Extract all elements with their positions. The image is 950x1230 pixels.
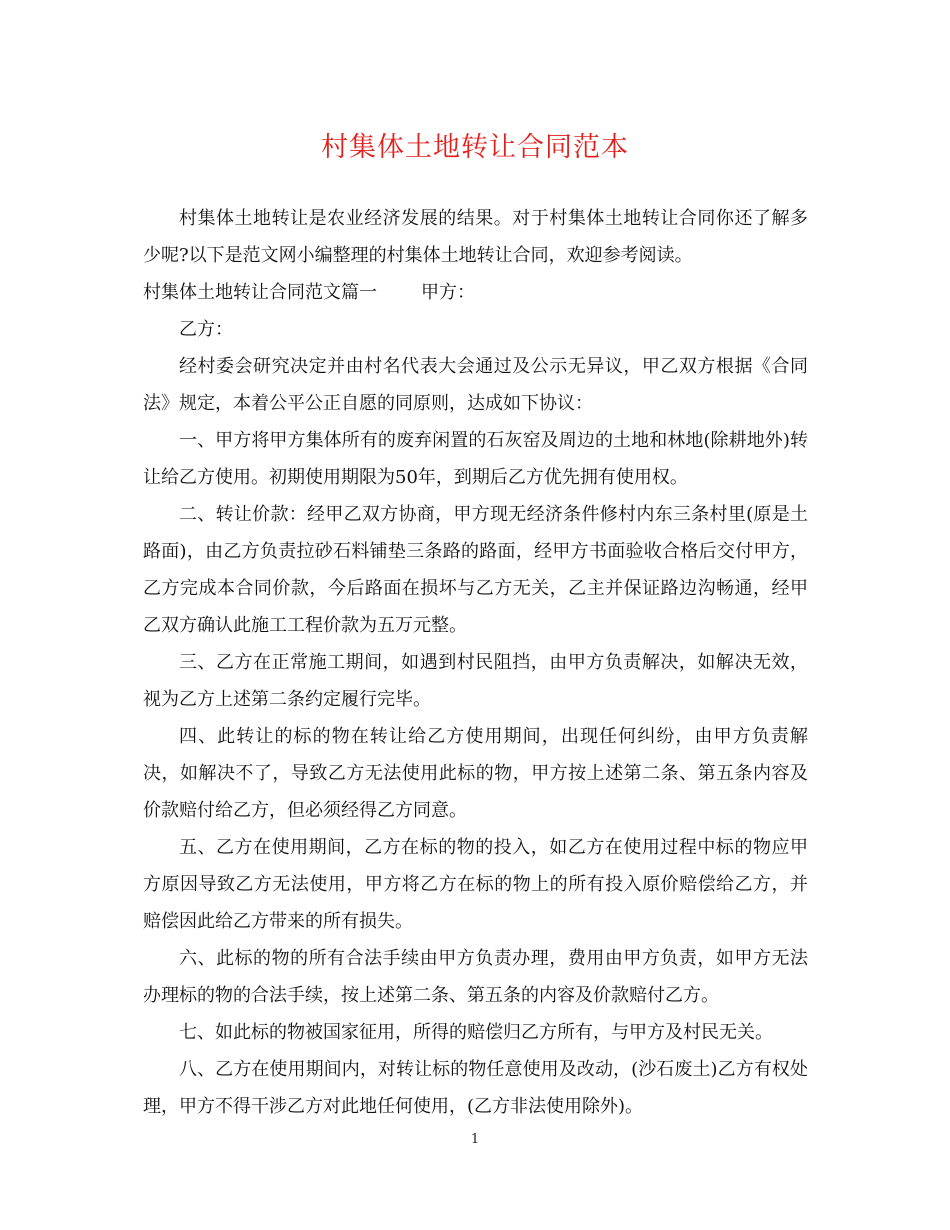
clause-4: 四、此转让的标的物在转让给乙方使用期间，出现任何纠纷，由甲方负责解决，如解决不了，导致乙方无法使用此标的物，甲方按上述第二条、第五条内容及价款赔付给乙方，但必须经得乙方同意。 xyxy=(143,726,808,821)
page-number: 1 xyxy=(470,1132,480,1147)
clause-2: 二、转让价款：经甲乙双方协商，甲方现无经济条件修村内东三条村里(原是土路面)，由乙方负责拉砂石料铺垫三条路的路面，经甲方书面验收合格后交付甲方，乙方完成本合同价款，今后路面在损坏与乙方无关，乙主并保证路边沟畅通，经甲乙双方确认此施工工程价款为五万元整。 xyxy=(143,504,808,636)
clause-7: 七、如此标的物被国家征用，所得的赔偿归乙方所有，与甲方及村民无关。 xyxy=(179,1022,773,1043)
preamble-paragraph: 经村委会研究决定并由村名代表大会通过及公示无异议，甲乙双方根据《合同法》规定，本着公平公正自愿的同原则，达成如下协议： xyxy=(143,356,808,414)
clause-3: 三、乙方在正常施工期间，如遇到村民阻挡，由甲方负责解决，如解决无效，视为乙方上述第二条约定履行完毕。 xyxy=(143,652,808,710)
sample-heading-line xyxy=(143,274,808,311)
document-title: 村集体土地转让合同范本 xyxy=(321,132,629,163)
party-a-label: 甲方： xyxy=(421,282,475,303)
sample-heading: 村集体土地转让合同范文篇一 xyxy=(143,282,377,303)
intro-paragraph: 村集体土地转让是农业经济发展的结果。对于村集体土地转让合同你还了解多少呢?以下是范文网小编整理的村集体土地转让合同，欢迎参考阅读。 xyxy=(143,208,808,266)
clause-1: 一、甲方将甲方集体所有的废弃闲置的石灰窑及周边的土地和林地(除耕地外)转让给乙方使用。初期使用期限为50年，到期后乙方优先拥有使用权。 xyxy=(143,430,808,488)
clause-6: 六、此标的物的所有合法手续由甲方负责办理，费用由甲方负责，如甲方无法办理标的物的合法手续，按上述第二条、第五条的内容及价款赔付乙方。 xyxy=(143,948,808,1006)
clause-8: 八、乙方在使用期间内，对转让标的物任意使用及改动，(沙石废土)乙方有权处理，甲方不得干涉乙方对此地任何使用，(乙方非法使用除外)。 xyxy=(143,1059,808,1117)
clause-5: 五、乙方在使用期间，乙方在标的物的投入，如乙方在使用过程中标的物应甲方原因导致乙方无法使用，甲方将乙方在标的物上的所有投入原价赔偿给乙方，并赔偿因此给乙方带来的所有损失。 xyxy=(143,837,808,932)
party-b-label: 乙方： xyxy=(179,319,233,340)
document-body xyxy=(143,200,808,1125)
